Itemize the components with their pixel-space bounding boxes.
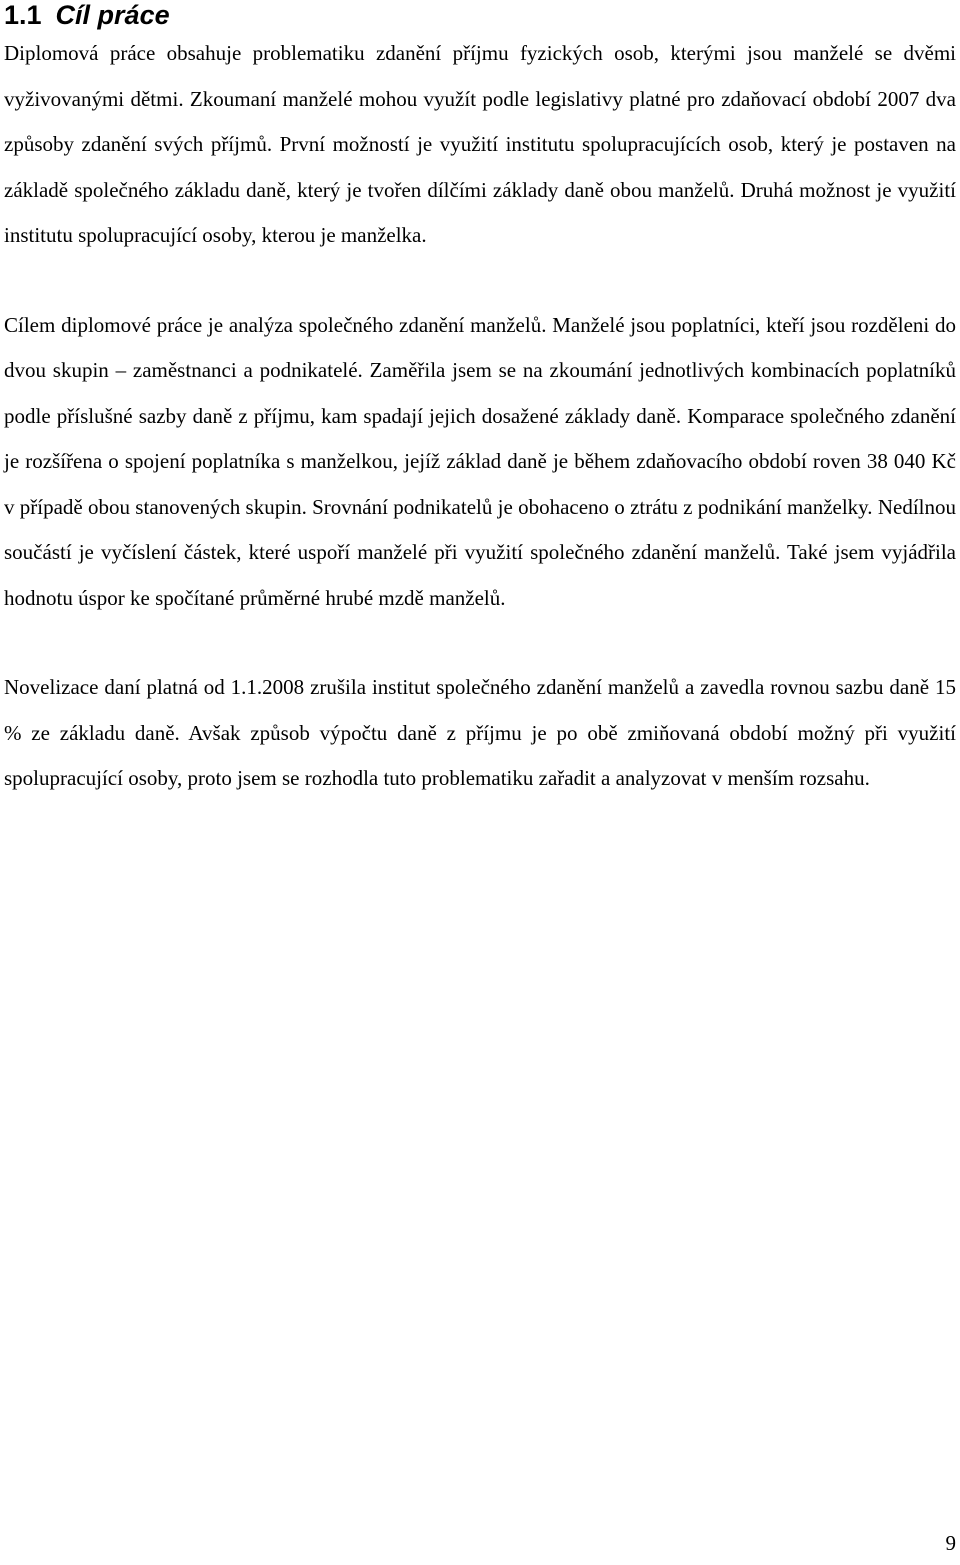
paragraph-intro: Diplomová práce obsahuje problematiku zdanění příjmu fyzických osob, kterými jsou manželé se dvěmi vyživovanými dětmi. Zkoumaní manželé mohou využít podle legislativy platné pro zdaňovací období 2007 dva způsoby zdanění svých příjmů. První možností je využití institutu spolupracujících osob, který je postaven na základě společného základu daně, který je tvořen dílčími základy daně obou manželů. Druhá možnost je využití institutu spolupracující osoby, kterou je manželka. [4,41,956,247]
paragraph-goal: Cílem diplomové práce je analýza společného zdanění manželů. Manželé jsou poplatníci, kteří jsou rozděleni do dvou skupin – zaměstnanci a podnikatelé. Zaměřila jsem se na zkoumání jednotlivých kombinacích poplatníků podle příslušné sazby daně z příjmu, kam spadají jejich dosažené základy daně. Komparace společného zdanění je rozšířena o spojení poplatníka s manželkou, jejíž základ daně je během zdaňovacího období roven 38 040 Kč v případě obou stanovených skupin. Srovnání podnikatelů je obohaceno o ztrátu z podnikání manželky. Nedílnou součástí je vyčíslení částek, které uspoří manželé při využití společného zdanění manželů. Také jsem vyjádřila hodnotu úspor ke spočítané průměrné hrubé mzdě manželů. [4,312,956,610]
section-title: Cíl práce [55,0,170,30]
paragraph-amendment: Novelizace daní platná od 1.1.2008 zrušila institut společného zdanění manželů a zavedla rovnou sazbu daně 15 % ze základu daně. Avšak způsob výpočtu daně z příjmu je po obě zmiňovaná období možný při využití spolupracující osoby, proto jsem se rozhodla tuto problematiku zařadit a analyzovat v menším rozsahu. [4,675,956,790]
section-heading [4,0,956,30]
section-number: 1.1 [4,0,42,30]
page-number: 9 [945,1531,956,1555]
document-page [4,0,956,802]
